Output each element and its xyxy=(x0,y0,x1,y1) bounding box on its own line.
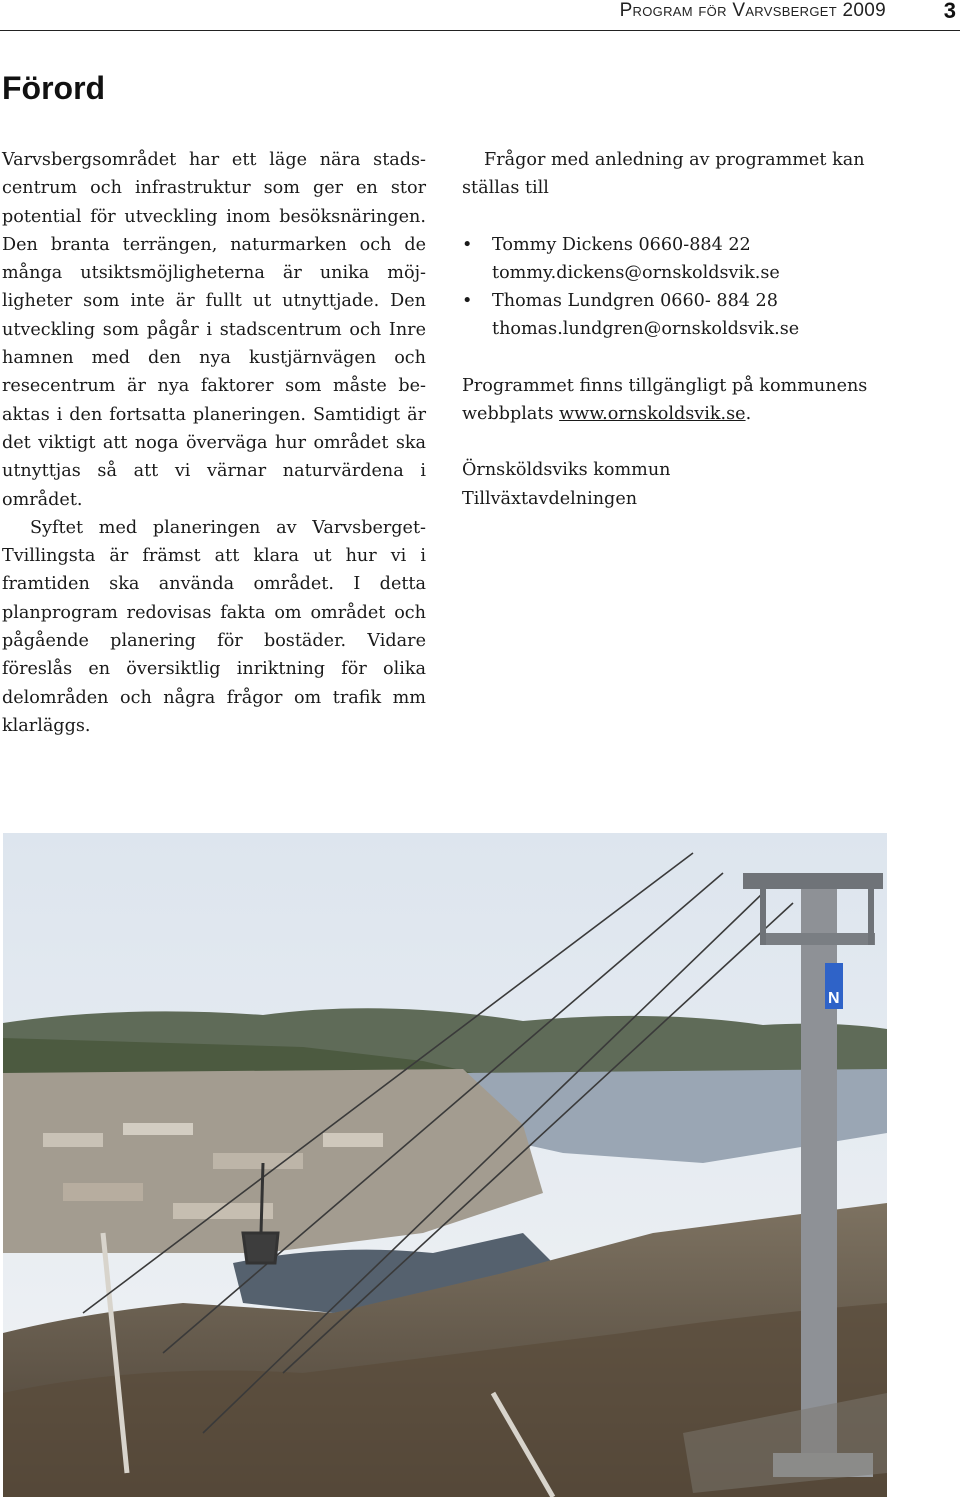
signature-block xyxy=(462,456,902,513)
text-line: framtiden ska använda området. I detta xyxy=(2,574,426,595)
contact-name-phone: Tommy Dickens 0660-884 22 xyxy=(492,234,751,255)
department-name: Tillväxtavdelningen xyxy=(462,488,638,509)
running-title: Program för Varvsberget 2009 xyxy=(619,0,886,21)
left-column xyxy=(2,146,426,740)
text-line: aktas i den fortsatta planeringen. Samtidigt xyxy=(2,404,401,425)
text-line: utveckling som pågår i stadscentrum och xyxy=(2,319,382,340)
text-line: i området. xyxy=(2,461,426,510)
text-line: ska utnyttjas så att vi värnar naturvärdena xyxy=(2,432,427,482)
paragraph-2 xyxy=(2,514,426,740)
contact-email[interactable]: tommy.dickens@ornskoldsvik.se xyxy=(492,262,780,283)
text-line: Tvillingsta är främst att klara ut hur vi i xyxy=(2,546,426,567)
town-block xyxy=(63,1183,143,1201)
paragraph-1 xyxy=(2,146,426,514)
page-heading: Förord xyxy=(2,70,106,106)
text-line: Varvsbergsområdet har ett läge nära stads- xyxy=(2,150,426,170)
text-line: Inre hamnen med den nya kustjärnvägen och xyxy=(2,319,427,369)
right-column xyxy=(462,146,902,513)
text-line: många utsiktsmöjligheterna är unika möj- xyxy=(2,263,426,284)
contact-email[interactable]: thomas.lundgren@ornskoldsvik.se xyxy=(492,319,800,340)
contact-item xyxy=(462,287,902,344)
text-fragment: webbplats xyxy=(462,404,560,425)
text-line: delområden och några frågor om trafik mm xyxy=(2,687,426,708)
text-line: föreslås en översiktlig inriktning för olika xyxy=(2,659,426,680)
organization-name: Örnsköldsviks kommun xyxy=(462,460,671,481)
running-header xyxy=(0,0,960,31)
text-line: ligheter som inte är fullt ut utnyttjade. Den xyxy=(2,291,426,312)
page-number: 3 xyxy=(943,0,956,23)
text-line: planprogram redovisas fakta om området xyxy=(2,602,386,623)
town-block xyxy=(213,1153,303,1169)
town-block xyxy=(43,1133,103,1147)
bullet: • xyxy=(462,291,473,312)
ski-lift-photo-svg xyxy=(3,833,887,1497)
text-line: ställas till xyxy=(462,178,549,199)
website-link[interactable]: www.ornskoldsvik.se xyxy=(559,404,746,425)
text-line: klarläggs. xyxy=(2,715,91,736)
bullet: • xyxy=(462,234,473,255)
text-line: är det viktigt att noga överväga hur området xyxy=(2,404,426,453)
availability-note xyxy=(462,372,902,429)
text-line: och pågående planering för bostäder. Vidare xyxy=(2,602,426,652)
contact-list xyxy=(462,231,902,344)
spacer xyxy=(462,428,902,456)
text-line: Den branta terrängen, naturmarken och de xyxy=(2,234,426,255)
tower-sign-text: N xyxy=(828,990,840,1007)
text-line: Frågor med anledning av programmet kan xyxy=(484,150,865,170)
text-line: Syftet med planeringen av Varvsberget- xyxy=(30,517,426,538)
contact-item xyxy=(462,231,902,288)
town-block xyxy=(173,1203,273,1219)
ski-lift-photo xyxy=(3,833,887,1497)
town-block xyxy=(123,1123,193,1135)
town-block xyxy=(323,1133,383,1147)
text-line: potential för utveckling inom besöksnäringen. xyxy=(2,206,426,227)
text-fragment: . xyxy=(745,404,752,425)
contact-name-phone: Thomas Lundgren 0660- 884 28 xyxy=(492,291,778,312)
text-line: Programmet finns tillgängligt på kommunens xyxy=(462,375,868,396)
text-line: centrum och infrastruktur som ger en stor xyxy=(2,178,426,199)
text-line: resecentrum är nya faktorer som måste be- xyxy=(2,376,426,397)
contact-intro xyxy=(462,146,902,203)
